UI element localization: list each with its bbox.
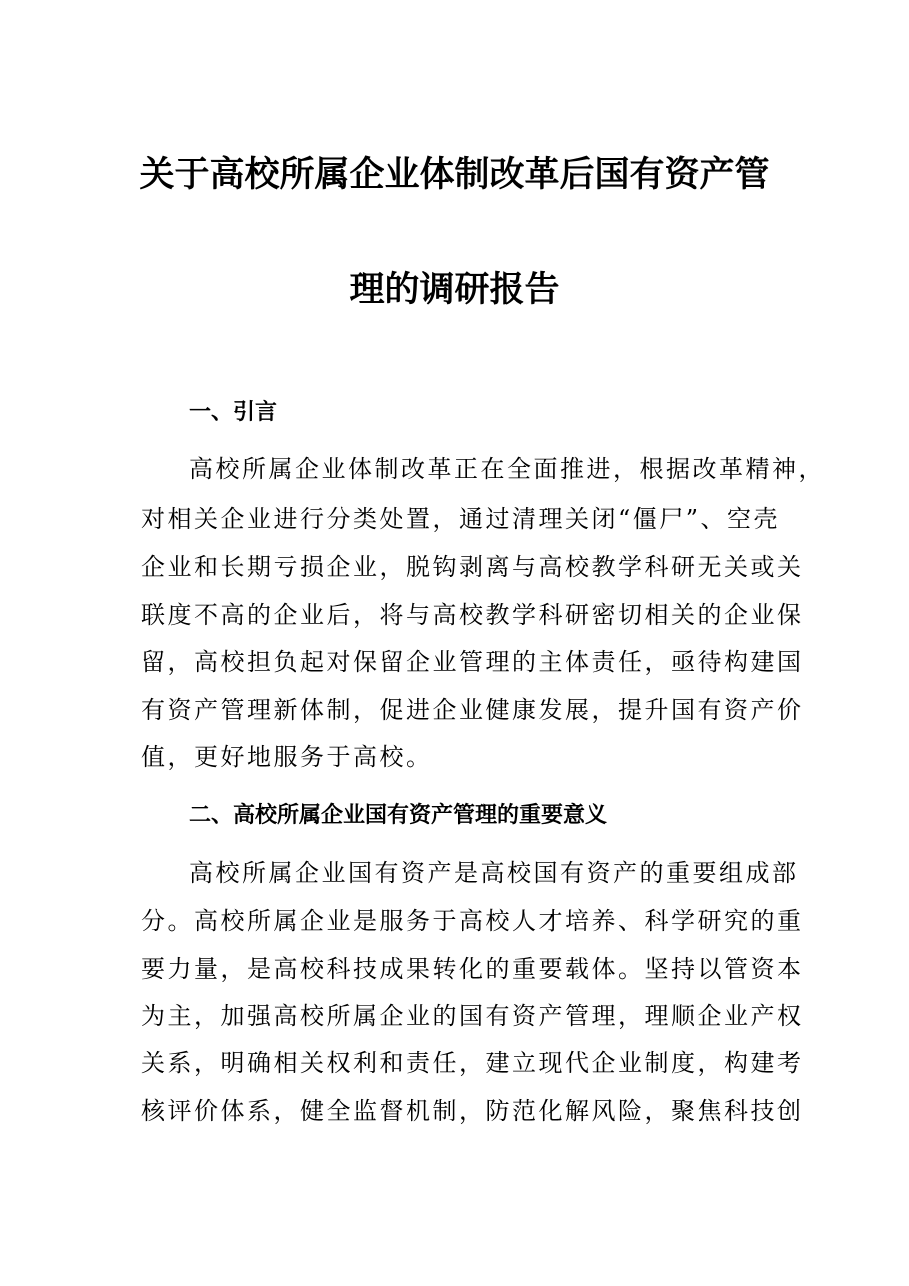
paragraph-line: 高校所属企业国有资产是高校国有资产的重要组成部 bbox=[189, 859, 799, 887]
section-heading-introduction: 一、引言 bbox=[189, 399, 278, 425]
paragraph-line: 有资产管理新体制，促进企业健康发展，提升国有资产价 bbox=[141, 696, 804, 724]
paragraph-line: 联度不高的企业后，将与高校教学科研密切相关的企业保 bbox=[141, 601, 804, 629]
paragraph-line: 企业和长期亏损企业，脱钩剥离与高校教学科研无关或关 bbox=[141, 553, 804, 581]
paragraph-line: 分。高校所属企业是服务于高校人才培养、科学研究的重 bbox=[141, 907, 804, 935]
paragraph-line: 关系，明确相关权利和责任，建立现代企业制度，构建考 bbox=[141, 1049, 804, 1077]
paragraph-line: 留，高校担负起对保留企业管理的主体责任，亟待构建国 bbox=[141, 648, 804, 676]
section-heading-significance: 二、高校所属企业国有资产管理的重要意义 bbox=[189, 802, 608, 828]
document-title-line-2: 理的调研报告 bbox=[349, 269, 560, 310]
paragraph-line: 值，更好地服务于高校。 bbox=[141, 743, 433, 771]
paragraph-line: 高校所属企业体制改革正在全面推进，根据改革精神， bbox=[189, 455, 825, 483]
paragraph-line: 对相关企业进行分类处置，通过清理关闭“僵尸”、空壳 bbox=[141, 505, 781, 533]
paragraph-line: 为主，加强高校所属企业的国有资产管理，理顺企业产权 bbox=[141, 1002, 804, 1030]
paragraph-line: 要力量，是高校科技成果转化的重要载体。坚持以管资本 bbox=[141, 955, 804, 983]
paragraph-line: 核评价体系，健全监督机制，防范化解风险，聚焦科技创 bbox=[141, 1097, 804, 1125]
document-title-line-1: 关于高校所属企业体制改革后国有资产管 bbox=[139, 154, 770, 195]
